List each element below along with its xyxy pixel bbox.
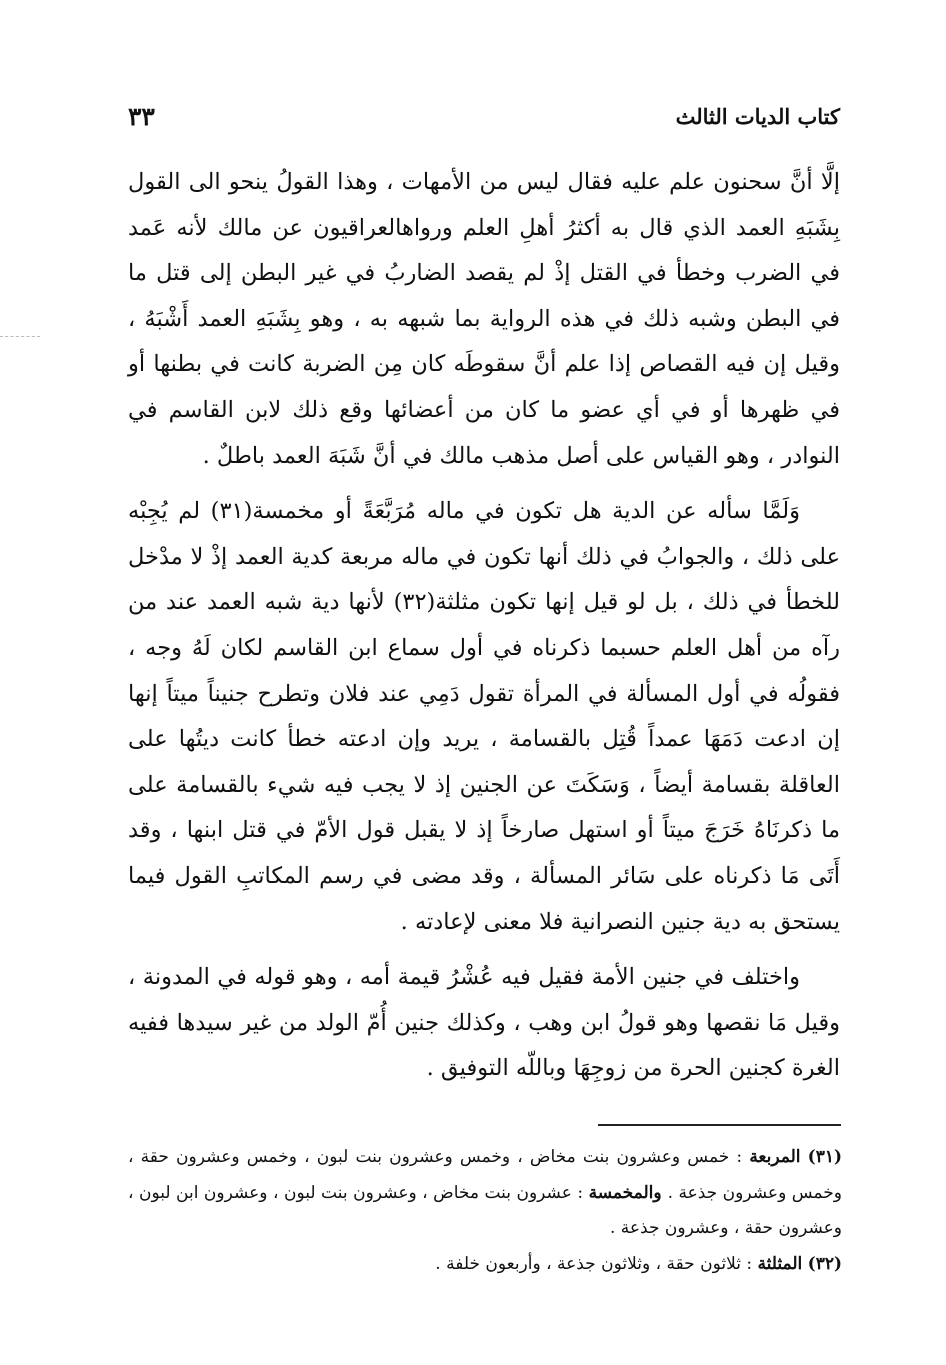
page-number: ٣٣ xyxy=(128,101,155,131)
footnote-32 xyxy=(128,1247,842,1283)
footnote-mark: (٣١) xyxy=(807,1147,842,1167)
footnote-31 xyxy=(128,1140,842,1247)
footnote-text: : خمس وعشرون بنت مخاض ، وخمس وعشرون بنت لبون ، وخمس وعشرون حقة ، وخمس وعشرون جذعة . xyxy=(128,1147,842,1203)
main-text xyxy=(128,160,840,1102)
paragraph-1: إلَّا أنَّ سحنون علم عليه فقال ليس من الأمهات ، وهذا القولُ ينحو الى القول بِشَبَهِ العمد الذي قال به أكثرُ أهلِ العلم ورواهالعراقيون عن مالك لأنه عَمد في الضرب وخطأ في القتل إذْ لم يقصد الضاربُ في غير البطن إلى قتل ما في البطن وشبه ذلك في هذه الرواية بما شبهه به ، وهو بِشَبَهِ العمد أَشْبَهُ ، وقيل إن فيه القصاص إذا علم أنَّ سقوطَه كان مِن الضربة كانت في بطنها أو في ظهرها أو في أي عضو ما كان من أعضائها وقع ذلك لابن القاسم في النوادر ، وهو القياس على أصل مذهب مالك في أنَّ شَبَهَ العمد باطلٌ . xyxy=(128,169,840,469)
footnote-text-2: : عشرون بنت مخاض ، وعشرون بنت لبون ، وعشرون ابن لبون ، وعشرون حقة ، وعشرون جذعة . xyxy=(128,1182,842,1238)
paragraph-2: وَلَمَّا سأله عن الدية هل تكون في ماله مُرَبَّعَةً أو مخمسة(٣١) لم يُجِبْه على ذلك ، والجوابُ في ذلك أنها تكون في ماله مربعة كدية العمد إذْ لا مدْخل للخطأ في ذلك ، بل لو قيل إنها تكون مثلثة(٣٢) لأنها دية شبه العمد عند من رآه من أهل العلم حسبما ذكرناه في أول سماع ابن القاسم لكان لَهُ وجه ، فقولُه في أول المسألة في المرأة تقول دَمِي عند فلان وتطرح جنيناً ميتاً إنها إن ادعت دَمَهَا عمداً قُتِل بالقسامة ، يريد وإن ادعته خطأ كانت ديتُها على العاقلة بقسامة أيضاً ، وَسَكَتَ عن الجنين إذ لا يجب فيه شيء بالقسامة على ما ذكرنَاهُ خَرَجَ ميتاً أو استهل صارخاً إذ لا يقبل قول الأمّ في قتل ابنها ، وقد أَتَى مَا ذكرناه على سَائر المسألة ، وقد مضى في رسم المكاتبِ القول فيما يستحق به دية جنين النصرانية فلا معنى لإعادته . xyxy=(128,498,841,935)
running-head: كتاب الديات الثالث xyxy=(675,103,840,129)
footnote-term: المثلثة xyxy=(757,1253,803,1274)
footnote-separator xyxy=(598,1124,841,1126)
footnote-mark: (٣٢) xyxy=(807,1253,842,1274)
footnotes xyxy=(128,1140,842,1282)
footnote-term: المربعة xyxy=(749,1147,801,1167)
paragraph-3: واختلف في جنين الأمة فقيل فيه عُشْرُ قيمة أمه ، وهو قوله في المدونة ، وقيل مَا نقصها وهو قولُ ابن وهب ، وكذلك جنين أُمّ الولد من غير سيدها ففيه الغرة كجنين الحرة من زوجِهَا وباللّه التوفيق . xyxy=(128,964,840,1082)
footnote-text: : ثلاثون حقة ، وثلاثون جذعة ، وأربعون خلفة . xyxy=(435,1253,758,1274)
margin-scan-mark xyxy=(0,336,40,339)
page-header xyxy=(128,96,840,136)
footnote-term-2: والمخمسة xyxy=(588,1182,668,1203)
